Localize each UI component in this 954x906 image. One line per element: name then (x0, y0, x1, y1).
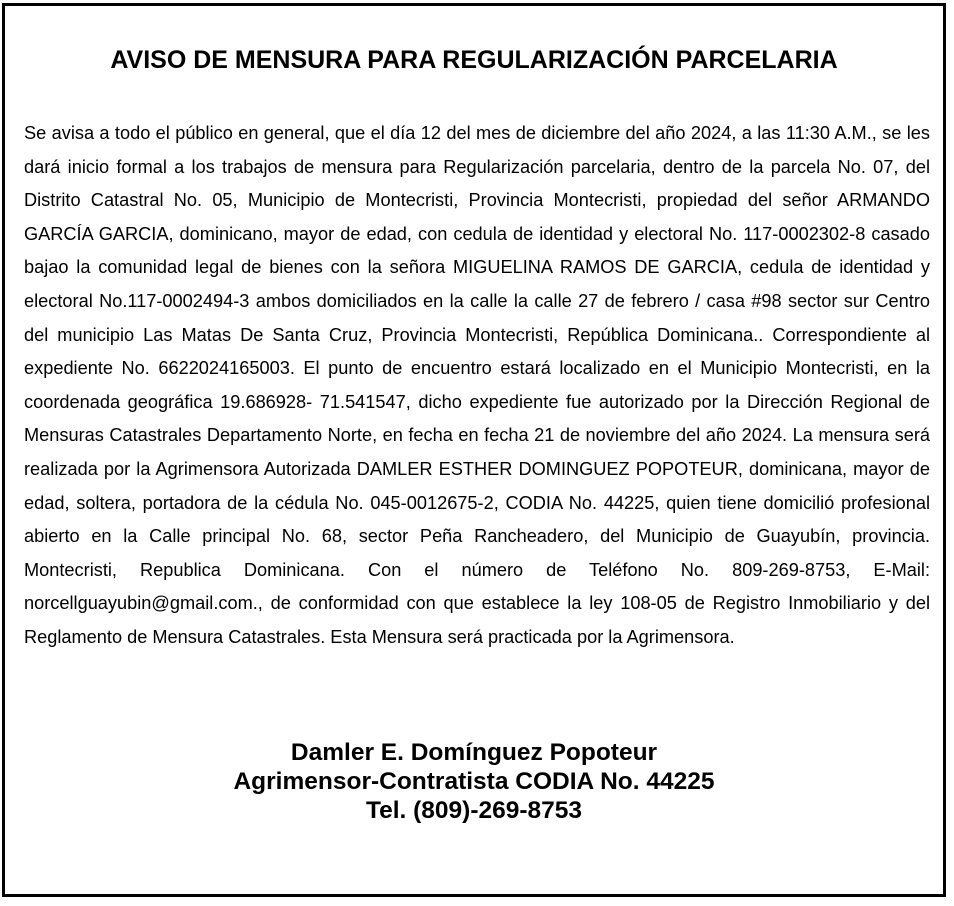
notice-title: AVISO DE MENSURA PARA REGULARIZACIÓN PARCELARIA (110, 46, 838, 74)
notice-body: Se avisa a todo el público en general, que el día 12 del mes de diciembre del año 2024, a las 11:30 A.M., se les dará inicio formal a los trabajos de mensura para Regularización parcelaria, dentro de la parcela No. 07, del Distrito Catastral No. 05, Municipio de Montecristi, Provincia Montecristi, propiedad del señor ARMANDO GARCÍA GARCIA, dominicano, mayor de edad, con cedula de identidad y electoral No. 117-0002302-8 casado bajao la comunidad legal de bienes con la señora MIGUELINA RAMOS DE GARCIA, cedula de identidad y electoral No.117-0002494-3 ambos domiciliados en la calle la calle 27 de febrero / casa #98 sector sur Centro del municipio Las Matas De Santa Cruz, Provincia Montecristi, República Dominicana.. Correspondiente al expediente No. 6622024165003. El punto de encuentro estará localizado en el Municipio Montecristi, en la coordenada geográfica 19.686928- 71.541547, dicho expediente fue autorizado por la Dirección Regional de Mensuras Catastrales Departamento Norte, en fecha en fecha 21 de noviembre del año 2024. La mensura será realizada por la Agrimensora Autorizada DAMLER ESTHER DOMINGUEZ POPOTEUR, dominicana, mayor de edad, soltera, portadora de la cédula No. 045-0012675-2, CODIA No. 44225, quien tiene domicilió profesional abierto en la Calle principal No. 68, sector Peña Rancheadero, del Municipio de Guayubín, provincia. Montecristi, Republica Dominicana. Con el número de Teléfono No. 809-269-8753, E-Mail: norcellguayubin@gmail.com., de conformidad con que establece la ley 108-05 de Registro Inmobiliario y del Reglamento de Mensura Catastrales. Esta Mensura será practicada por la Agrimensora. (24, 123, 930, 647)
signature-role: Agrimensor-Contratista CODIA No. 44225 (233, 768, 715, 795)
notice-frame (2, 3, 946, 897)
signature-phone: Tel. (809)-269-8753 (365, 797, 583, 824)
signature-name: Damler E. Domínguez Popoteur (290, 739, 658, 766)
signature-block (5, 738, 943, 825)
